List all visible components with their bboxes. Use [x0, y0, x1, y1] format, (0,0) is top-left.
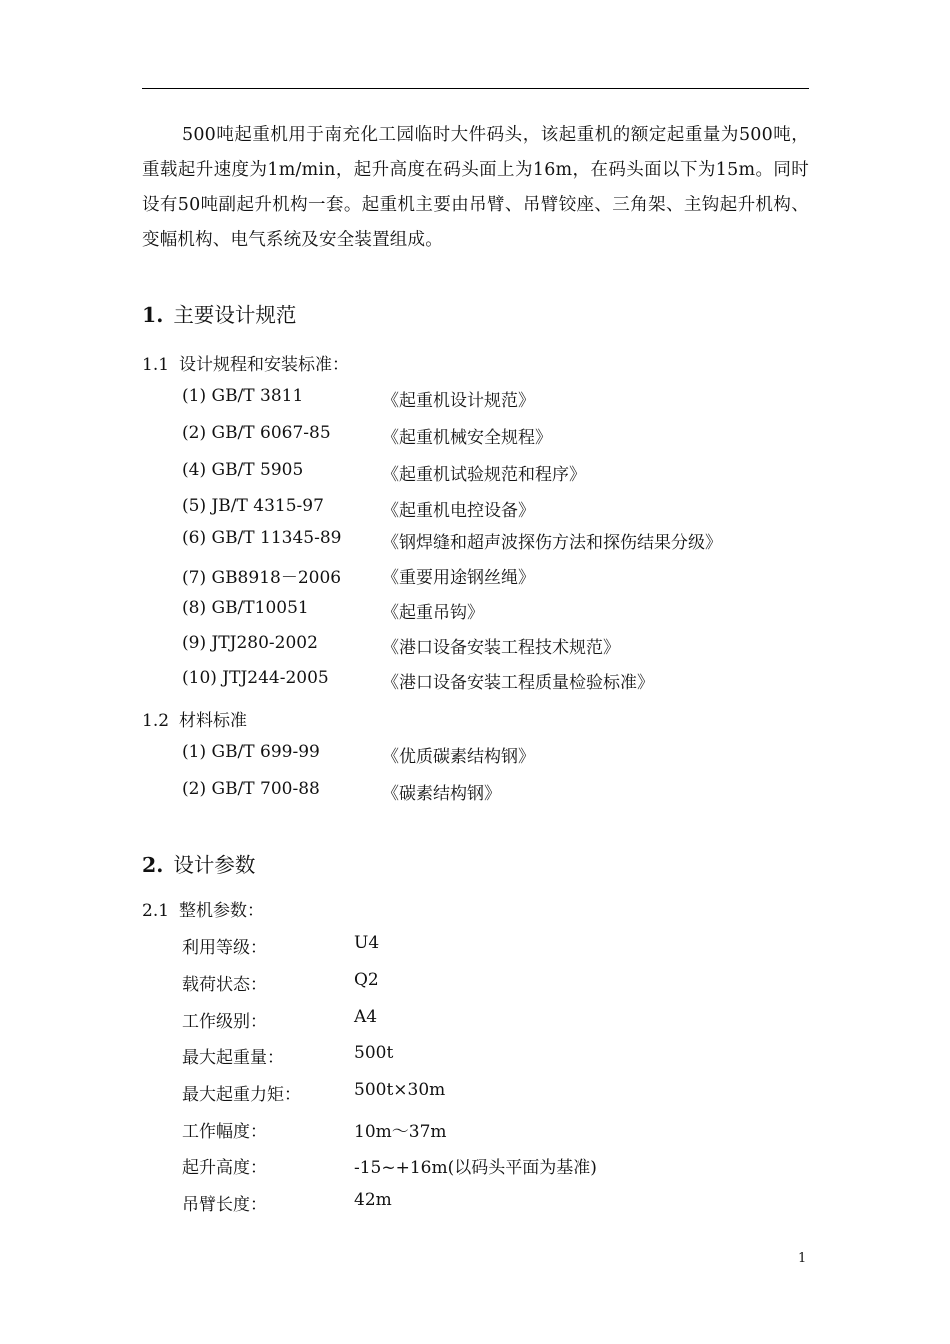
standard-item	[182, 779, 782, 803]
parameter-label: 最大起重力矩：	[182, 1085, 301, 1105]
parameter-row	[182, 1117, 702, 1141]
standard-title: 《起重机试验规范和程序》	[382, 465, 586, 485]
subsection-2-1-heading	[142, 896, 264, 921]
parameter-label: 工作幅度：	[182, 1122, 267, 1142]
standard-item	[182, 668, 782, 692]
standard-code: (10) JTJ244-2005	[182, 668, 329, 688]
parameter-value: 500t	[354, 1043, 394, 1063]
parameter-label: 最大起重量：	[182, 1048, 284, 1068]
standard-title: 《港口设备安装工程技术规范》	[382, 638, 620, 658]
parameter-value: U4	[354, 933, 380, 953]
parameter-value: Q2	[354, 970, 379, 990]
standard-item	[182, 460, 782, 484]
standard-item	[182, 633, 782, 657]
subsection-1-1-title: 设计规程和安装标准：	[179, 355, 350, 375]
parameter-row	[182, 933, 702, 957]
parameter-row	[182, 1043, 702, 1067]
section-2-title: 设计参数	[173, 853, 256, 877]
standard-code: (5) JB/T 4315-97	[182, 496, 324, 516]
parameter-row	[182, 970, 702, 994]
standard-code: (8) GB/T10051	[182, 598, 309, 618]
subsection-1-1-number: 1.1	[142, 355, 170, 375]
section-2-number: 2.	[142, 853, 164, 877]
standard-title: 《起重机械安全规程》	[382, 428, 552, 448]
parameter-label: 起升高度：	[182, 1158, 267, 1178]
subsection-1-2-number: 1.2	[142, 711, 170, 731]
standard-title: 《港口设备安装工程质量检验标准》	[382, 673, 654, 693]
standard-code: (2) GB/T 6067-85	[182, 423, 331, 443]
header-rule	[142, 88, 809, 89]
parameter-value: 42m	[354, 1190, 392, 1210]
section-1-heading	[142, 298, 296, 328]
parameter-value: A4	[354, 1007, 378, 1027]
parameter-label: 工作级别：	[182, 1012, 267, 1032]
parameter-value: -15~+16m(以码头平面为基准)	[354, 1158, 597, 1178]
standard-title: 《钢焊缝和超声波探伤方法和探伤结果分级》	[382, 533, 722, 553]
standard-title: 《优质碳素结构钢》	[382, 747, 535, 767]
standard-item	[182, 528, 782, 552]
standard-code: (2) GB/T 700-88	[182, 779, 320, 799]
section-1-title: 主要设计规范	[173, 303, 297, 327]
page-number: 1	[798, 1251, 807, 1266]
standard-item	[182, 742, 782, 766]
subsection-1-1-heading	[142, 350, 349, 375]
intro-paragraph: 500吨起重机用于南充化工园临时大件码头，该起重机的额定起重量为500吨，重载起升速度为1m/min，起升高度在码头面上为16m，在码头面以下为15m。同时设有50吨副起升机构一套。起重机主要由吊臂、吊臂铰座、三角架、主钩起升机构、变幅机构、电气系统及安全装置组成。	[142, 125, 809, 250]
standard-title: 《起重吊钩》	[382, 603, 484, 623]
standard-code: (7) GB8918－2006	[182, 568, 342, 588]
parameter-label: 吊臂长度：	[182, 1195, 267, 1215]
section-1-number: 1.	[142, 303, 164, 327]
subsection-2-1-number: 2.1	[142, 901, 170, 921]
parameter-value: 500t×30m	[354, 1080, 446, 1100]
section-2-heading	[142, 848, 255, 878]
standard-item	[182, 598, 782, 622]
standard-item	[182, 563, 782, 587]
parameter-row	[182, 1153, 702, 1177]
parameter-row	[182, 1190, 702, 1214]
standard-item	[182, 386, 782, 410]
standard-title: 《起重机设计规范》	[382, 391, 535, 411]
standard-item	[182, 496, 782, 520]
subsection-1-2-heading	[142, 706, 247, 731]
subsection-2-1-title: 整机参数：	[179, 901, 265, 921]
subsection-1-2-title: 材料标准	[179, 711, 248, 731]
standard-code: (9) JTJ280-2002	[182, 633, 318, 653]
standard-title: 《碳素结构钢》	[382, 784, 501, 804]
standard-code: (1) GB/T 3811	[182, 386, 304, 406]
standard-title: 《起重机电控设备》	[382, 501, 535, 521]
parameter-value: 10m～37m	[354, 1122, 447, 1142]
parameter-label: 载荷状态：	[182, 975, 267, 995]
parameter-row	[182, 1080, 702, 1104]
standard-code: (1) GB/T 699-99	[182, 742, 320, 762]
standard-title: 《重要用途钢丝绳》	[382, 568, 535, 588]
standard-code: (4) GB/T 5905	[182, 460, 304, 480]
standard-item	[182, 423, 782, 447]
parameter-row	[182, 1007, 702, 1031]
parameter-label: 利用等级：	[182, 938, 267, 958]
standard-code: (6) GB/T 11345-89	[182, 528, 342, 548]
